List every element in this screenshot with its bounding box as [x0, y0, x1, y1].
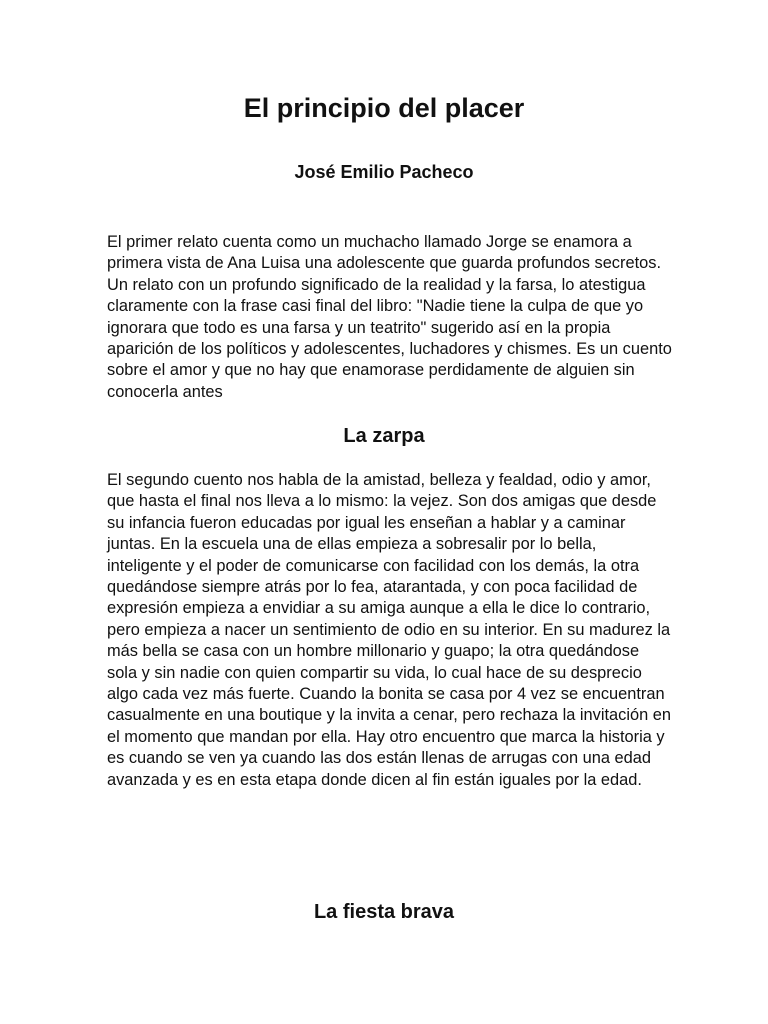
section-heading-la-zarpa: La zarpa: [343, 425, 425, 447]
section-heading-la-fiesta-brava: La fiesta brava: [313, 901, 455, 923]
author-name: José Emilio Pacheco: [294, 162, 474, 182]
paragraph-intro: El primer relato cuenta como un muchacho llamado Jorge se enamora a primera vista de Ana Luisa una adolescente que guarda profundos secretos. Un relato con un profundo significado de la realidad y la farsa, lo atestigua claramente con la frase casi final del libro: "Nadie tiene la culpa de que yo ignorara que todo es una farsa y un teatrito" sugerido así en la propia aparición de los políticos y adolescentes, luchadores y chismes. Es un cuento sobre el amor y que no hay que enamorase perdidamente de alguien sin conocerla antes: [107, 233, 672, 401]
paragraph-la-zarpa: El segundo cuento nos habla de la amistad, belleza y fealdad, odio y amor, que hasta el final nos lleva a lo mismo: la vejez. Son dos amigas que desde su infancia fueron educadas por igual les enseñan a hablar y a caminar juntas. En la escuela una de ellas empieza a sobresalir por lo bella, inteligente y el poder de comunicarse con facilidad con los demás, la otra quedándose siempre atrás por lo fea, atarantada, y con poca facilidad de expresión empieza a envidiar a su amiga aunque a ella le dice lo contrario, pero empieza a nacer un sentimiento de odio en su interior. En su madurez la más bella se casa con un hombre millonario y guapo; la otra quedándose sola y sin nadie con quien compartir su vida, lo cual hace de su desprecio algo cada vez más fuerte. Cuando la bonita se casa por 4 vez se encuentran casualmente en una boutique y la invita a cenar, pero rechaza la invitación en el momento que mandan por ella. Hay otro encuentro que marca la historia y es cuando se ven ya cuando las dos están llenas de arrugas con una edad avanzada y es en esta etapa donde dicen al fin están iguales por la edad.: [107, 471, 672, 789]
document-title: El principio del placer: [243, 93, 525, 123]
